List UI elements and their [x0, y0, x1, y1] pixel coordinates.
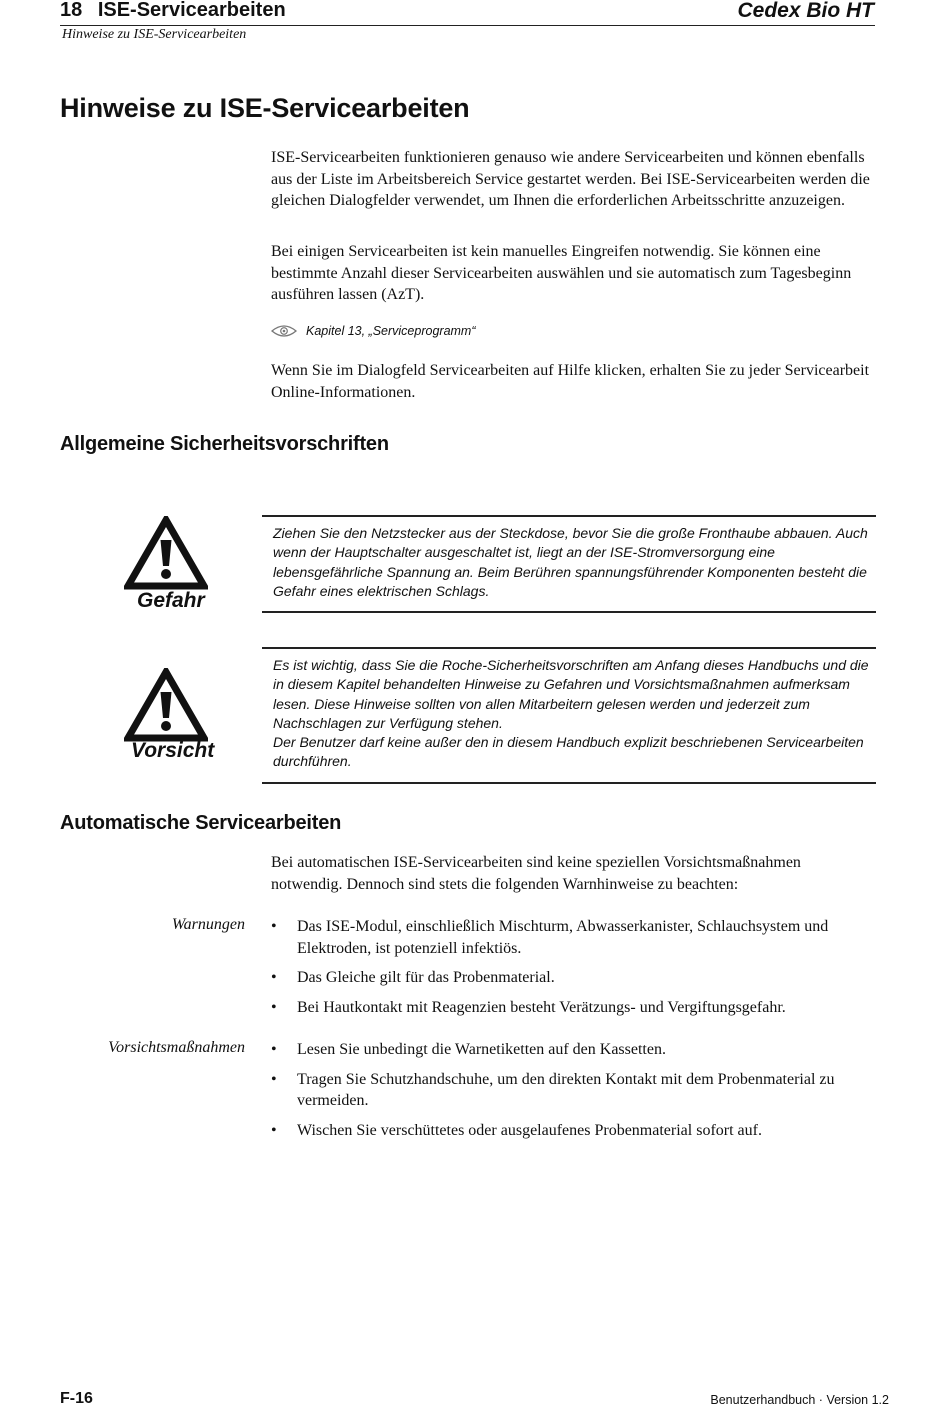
chapter-header [60, 0, 286, 22]
intro-paragraph-2: Bei einigen Servicearbeiten ist kein manuelles Eingreifen notwendig. Sie können eine bestimmte Anzahl dieser Servicearbeiten auswählen und sie automatisch zum Tagesbeginn ausführen lassen (AzT). [271, 243, 852, 303]
product-name: Cedex Bio HT [737, 0, 874, 22]
precautions-list [271, 1039, 876, 1149]
danger-rule-top [262, 515, 876, 517]
warnings-label: Warnungen [171, 916, 245, 933]
page-title: Hinweise zu ISE-Servicearbeiten [60, 93, 470, 123]
header-rule [60, 25, 875, 26]
warnings-list [271, 916, 876, 1026]
caution-rule-bottom [262, 782, 876, 784]
caution-rule-top [262, 647, 876, 649]
danger-rule-bottom [262, 611, 876, 613]
section-heading-automatic: Automatische Servicearbeiten [60, 812, 342, 834]
caution-text-paragraph-1: Es ist wichtig, dass Sie die Roche-Sicherheitsvorschriften am Anfang dieses Handbuchs und die in diesem Kapitel behandelten Hinweise zu Gefahren und Vorsichtsmaßnahmen aufmerksam lesen. Diese Hinweise sollten von allen Mitarbeitern gelesen werden und jederzeit zum Nachschlagen zur Verfügung stehen. [273, 657, 869, 731]
cross-reference-text: Kapitel 13, „Serviceprogramm“ [306, 324, 476, 338]
list-item: • Das Gleiche gilt für das Probenmaterial. [271, 967, 876, 989]
list-item: • Wischen Sie verschüttetes oder ausgelaufenes Probenmaterial sofort auf. [271, 1120, 876, 1142]
page-number: F-16 [60, 1390, 93, 1407]
eye-icon [271, 324, 297, 338]
section-heading-safety: Allgemeine Sicherheitsvorschriften [60, 433, 389, 455]
warning-triangle-icon [124, 516, 208, 590]
list-item: • Tragen Sie Schutzhandschuhe, um den direkten Kontakt mit dem Probenmaterial zu vermeiden. [271, 1069, 876, 1112]
header-subheading: Hinweise zu ISE-Servicearbeiten [62, 27, 247, 42]
danger-text: Ziehen Sie den Netzstecker aus der Steckdose, bevor Sie die große Fronthaube abbauen. Auch wenn der Hauptschalter ausgeschaltet ist, liegt an der ISE-Stromversorgung eine lebensgefährliche Spannung an. Beim Berühren spannungsführender Komponenten besteht die Gefahr eines elektrischen Schlags. [273, 525, 868, 599]
danger-label: Gefahr [137, 589, 205, 612]
chapter-title: ISE-Servicearbeiten [97, 0, 286, 21]
warning-triangle-icon [124, 668, 208, 742]
list-item: • Das ISE-Modul, einschließlich Mischturm, Abwasserkanister, Schlauchsystem und Elektroden, ist potenziell infektiös. [271, 916, 876, 959]
caution-text [273, 656, 876, 772]
list-item: • Lesen Sie unbedingt die Warnetiketten auf den Kassetten. [271, 1039, 876, 1061]
list-item: • Bei Hautkontakt mit Reagenzien besteht Verätzungs- und Vergiftungsgefahr. [271, 997, 876, 1019]
intro-paragraph-1: ISE-Servicearbeiten funktionieren genauso wie andere Servicearbeiten und können ebenfalls aus der Liste im Arbeitsbereich Service gestartet werden. Bei ISE-Servicearbeiten werden die gleichen Dialogfelder verwendet, um Ihnen die erforderlichen Arbeitsschritte anzuzeigen. [271, 149, 870, 209]
intro-paragraph-3: Wenn Sie im Dialogfeld Servicearbeiten auf Hilfe klicken, erhalten Sie zu jeder Servicearbeit Online-Informationen. [271, 362, 870, 401]
chapter-number: 18 [60, 0, 83, 21]
automatic-intro-paragraph: Bei automatischen ISE-Servicearbeiten sind keine speziellen Vorsichtsmaßnahmen notwendig. Dennoch sind stets die folgenden Warnhinweise zu beachten: [271, 854, 801, 893]
caution-text-paragraph-2: Der Benutzer darf keine außer den in diesem Handbuch explizit beschriebenen Servicearbeiten durchführen. [273, 734, 864, 770]
cross-reference[interactable] [271, 324, 476, 338]
document-version: Benutzerhandbuch · Version 1.2 [710, 1393, 889, 1407]
precautions-label: Vorsichtsmaßnahmen [108, 1039, 245, 1056]
caution-label: Vorsicht [131, 739, 215, 762]
